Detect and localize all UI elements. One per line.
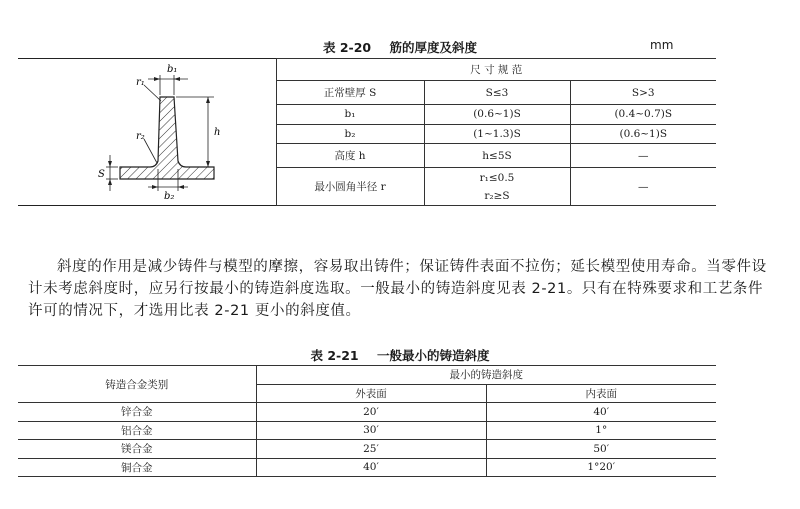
row-value: r₁≤0.5 xyxy=(479,171,515,184)
row-value: h≤5S xyxy=(424,144,570,168)
alloy-name: 铜合金 xyxy=(18,458,256,477)
header-min-draft: 最小的铸造斜度 xyxy=(256,366,716,385)
size-spec-header: 尺 寸 规 范 xyxy=(276,59,716,81)
row-value: r₂≥S xyxy=(484,189,510,202)
outer-draft: 40′ xyxy=(256,458,486,477)
row-value: S>3 xyxy=(570,81,716,105)
row-value: (1~1.3)S xyxy=(424,124,570,144)
row-value: — xyxy=(570,168,716,206)
paragraph-text: 斜度的作用是减少铸件与模型的摩擦，容易取出铸件；保证铸件表面不拉伤；延长模型使用寿命。当零件设计未考虑斜度时，应另行按最小的铸造斜度选取。一般最小的铸造斜度见表 2-21。只有在特殊要求和工艺条件许可的情况下，才选用比表 2-21 更小的斜度值。 xyxy=(28,259,767,319)
table-2-21 xyxy=(18,365,716,477)
row-label: b₁ xyxy=(276,105,424,125)
alloy-name: 锌合金 xyxy=(18,403,256,422)
table-2-20-caption xyxy=(0,38,800,56)
label-h: h xyxy=(214,127,221,138)
rib-section-figure xyxy=(18,59,276,206)
row-value-pair xyxy=(424,168,570,206)
outer-draft: 25′ xyxy=(256,440,486,459)
alloy-name: 镁合金 xyxy=(18,440,256,459)
label-r2: r₂ xyxy=(136,131,145,142)
table-2-21-number: 表 2-21 xyxy=(310,348,359,363)
inner-draft: 1°20′ xyxy=(486,458,716,477)
label-r1: r₁ xyxy=(136,77,145,88)
row-value: — xyxy=(570,144,716,168)
row-value: (0.6~1)S xyxy=(570,124,716,144)
header-outer: 外表面 xyxy=(256,384,486,403)
table-row xyxy=(18,421,716,440)
table-row xyxy=(18,403,716,422)
row-label: b₂ xyxy=(276,124,424,144)
table-2-20-number: 表 2-20 xyxy=(322,40,372,55)
rib-section-shape xyxy=(120,97,214,179)
row-value: S≤3 xyxy=(424,81,570,105)
rib-section-diagram xyxy=(18,59,276,202)
table-2-21-caption xyxy=(0,346,800,364)
row-label: 最小圆角半径 r xyxy=(276,168,424,206)
table-2-20-title: 筋的厚度及斜度 xyxy=(389,40,477,55)
row-value: (0.6~1)S xyxy=(424,105,570,125)
table-2-21-title: 一般最小的铸造斜度 xyxy=(376,348,490,363)
row-label: 正常壁厚 S xyxy=(276,81,424,105)
label-b2: b₂ xyxy=(164,191,175,202)
outer-draft: 30′ xyxy=(256,421,486,440)
row-value: (0.4~0.7)S xyxy=(570,105,716,125)
table-2-20-unit: mm xyxy=(650,38,674,52)
alloy-name: 铝合金 xyxy=(18,421,256,440)
body-paragraph xyxy=(28,256,768,322)
inner-draft: 50′ xyxy=(486,440,716,459)
row-label: 高度 h xyxy=(276,144,424,168)
table-2-20 xyxy=(18,58,716,203)
header-inner: 内表面 xyxy=(486,384,716,403)
table-row xyxy=(18,458,716,477)
label-b1: b₁ xyxy=(167,64,178,75)
label-s: S xyxy=(98,169,105,180)
inner-draft: 40′ xyxy=(486,403,716,422)
header-alloy: 铸造合金类别 xyxy=(18,366,256,403)
inner-draft: 1° xyxy=(486,421,716,440)
table-row xyxy=(18,440,716,459)
outer-draft: 20′ xyxy=(256,403,486,422)
